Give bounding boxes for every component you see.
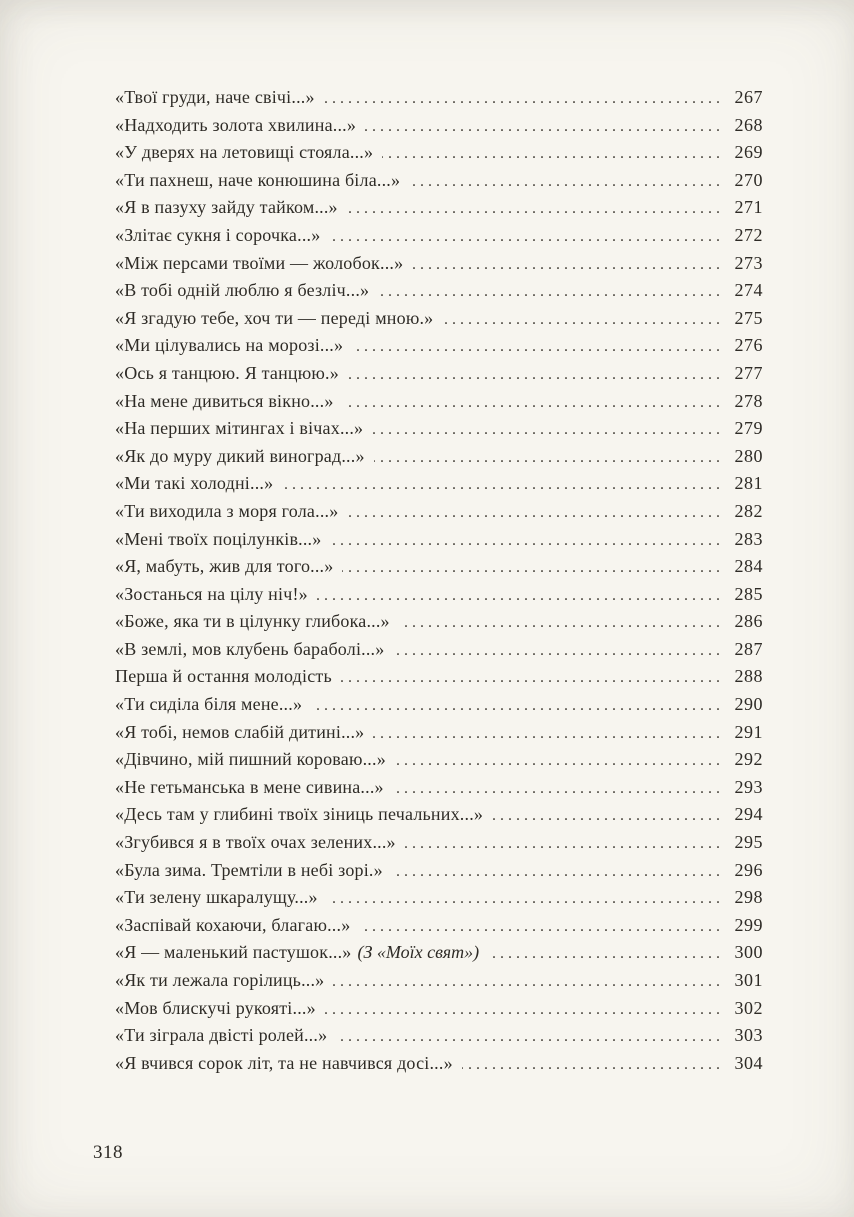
toc-entry: [115, 443, 763, 471]
toc-entry-title: «Ось я танцюю. Я танцюю.»: [115, 362, 339, 383]
dot-leader: [324, 85, 724, 113]
toc-entry: [115, 719, 763, 747]
toc-entry: [115, 691, 763, 719]
toc-entry-title: «У дверях на летовищі стояла...»: [115, 142, 374, 163]
toc-entry-page: 293: [734, 776, 763, 797]
dot-leader: [392, 858, 724, 886]
toc-entry-title: «В тобі одній люблю я безліч...»: [115, 280, 370, 301]
toc-entry: [115, 305, 763, 333]
toc-entry-title: «Була зима. Тремтіли в небі зорі.»: [115, 859, 383, 880]
dot-leader: [348, 361, 724, 389]
toc-entry: [115, 112, 763, 140]
toc-entry-title: «Дівчино, мій пишний короваю...»: [115, 749, 386, 770]
dot-leader: [395, 747, 724, 775]
dot-leader: [330, 527, 724, 555]
dot-leader: [341, 664, 724, 692]
toc-entry-page: 302: [734, 997, 763, 1018]
toc-entry: [115, 84, 763, 112]
toc-entry-title: «В землі, мов клубень бараболі...»: [115, 638, 385, 659]
toc-entry: [115, 912, 763, 940]
dot-leader: [325, 996, 724, 1024]
toc-entry-title: «Я, мабуть, жив для того...»: [115, 556, 334, 577]
dot-leader: [405, 830, 724, 858]
toc-entry-page: 299: [734, 914, 763, 935]
toc-entry: [115, 526, 763, 554]
toc-entry-page: 304: [734, 1052, 763, 1073]
toc-entry-title: Перша й остання молодість: [115, 666, 332, 687]
dot-leader: [393, 775, 724, 803]
toc-entry-page: 287: [734, 638, 763, 659]
toc-entry-title: «На перших мітингах і вічах...»: [115, 418, 364, 439]
toc-entry-page: 300: [734, 942, 763, 963]
toc-entry-title: «Ми такі холодні...»: [115, 473, 274, 494]
dot-leader: [343, 389, 724, 417]
toc-entry: [115, 139, 763, 167]
toc-entry-page: 276: [734, 335, 763, 356]
toc-entry: [115, 1022, 763, 1050]
toc-entry-page: 303: [734, 1025, 763, 1046]
toc-entry-title: «Я вчився сорок літ, та не навчився досі...»: [115, 1052, 453, 1073]
toc-entry-page: 290: [734, 694, 763, 715]
toc-entry-title: «Десь там у глибині твоїх зіниць печальних...»: [115, 804, 484, 825]
toc-entry: [115, 581, 763, 609]
dot-leader: [347, 195, 724, 223]
toc-entry-title: «Зостанься на цілу ніч!»: [115, 583, 308, 604]
page-number: 318: [93, 1142, 123, 1163]
dot-leader: [282, 471, 724, 499]
dot-leader: [374, 444, 724, 472]
toc-entry-page: 291: [734, 721, 763, 742]
toc-entry-page: 298: [734, 887, 763, 908]
toc-entry: [115, 1050, 763, 1078]
dot-leader: [382, 140, 724, 168]
toc-entry: [115, 829, 763, 857]
toc-entry-page: 301: [734, 970, 763, 990]
toc-entry-page: 268: [734, 114, 763, 135]
toc-entry-page: 278: [734, 390, 763, 411]
toc-entry-note: (З «Моїх свят»): [357, 942, 480, 963]
toc-entry-title: «Заспівай кохаючи, благаю...»: [115, 914, 351, 935]
toc-entry: [115, 360, 763, 388]
dot-leader: [412, 251, 724, 279]
toc-entry: [115, 663, 763, 691]
toc-entry-title: «Ми цілувались на морозі...»: [115, 335, 344, 356]
toc-entry-title: «Як до муру дикий виноград...»: [115, 445, 365, 466]
toc-entry: [115, 801, 763, 829]
toc-entry: [115, 277, 763, 305]
toc-entry-page: 280: [734, 445, 763, 466]
toc-entry-page: 283: [734, 528, 763, 549]
dot-leader: [393, 637, 724, 665]
dot-leader: [378, 278, 724, 306]
toc-entry-page: 270: [734, 169, 763, 190]
toc-entry: [115, 222, 763, 250]
toc-entry: [115, 608, 763, 636]
toc-entry-title: «Мов блискучі рукояті...»: [115, 997, 316, 1018]
toc-entry-page: 285: [734, 583, 763, 604]
toc-entry-title: «Ти сиділа біля мене...»: [115, 694, 303, 715]
toc-entry-page: 286: [734, 611, 763, 632]
toc-entry-title: «Злітає сукня і сорочка...»: [115, 224, 321, 245]
toc-entry: [115, 774, 763, 802]
toc-entry-page: 288: [734, 666, 763, 687]
toc-entry: [115, 388, 763, 416]
toc-entry-title: «Не гетьманська в мене сивина...»: [115, 776, 384, 797]
dot-leader: [317, 582, 724, 610]
toc-entry-title: «Згубився я в твоїх очах зелених...»: [115, 832, 396, 853]
toc-entry-title: «Мені твоїх поцілунків...»: [115, 528, 322, 549]
toc-entry: [115, 636, 763, 664]
dot-leader: [347, 499, 724, 527]
toc-entry: [115, 470, 763, 498]
dot-leader: [342, 554, 724, 582]
toc-entry: [115, 553, 763, 581]
toc-entry-page: 267: [734, 87, 763, 107]
toc-entry: [115, 939, 763, 967]
dot-leader: [336, 1023, 724, 1051]
toc-entry: [115, 498, 763, 526]
toc-entry: [115, 995, 763, 1023]
toc-entry-title: «Ти зелену шкаралущу...»: [115, 887, 318, 908]
toc-entry-title: «Я згадую тебе, хоч ти — переді мною.»: [115, 307, 434, 328]
toc-entry-page: 274: [734, 280, 763, 301]
dot-leader: [359, 913, 724, 941]
dot-leader: [399, 609, 724, 637]
dot-leader: [373, 720, 724, 748]
toc-entry-page: 279: [734, 418, 763, 439]
toc-entry-title: «Ти зіграла двісті ролей...»: [115, 1025, 328, 1046]
toc-entry-title: «Я — маленький пастушок...»: [115, 942, 352, 963]
dot-leader: [333, 968, 724, 996]
dot-leader: [372, 416, 724, 444]
toc-entry-page: 281: [734, 473, 763, 494]
toc-entry-title: «Ти пахнеш, наче конюшина біла...»: [115, 169, 401, 190]
toc-entry-page: 277: [734, 362, 763, 383]
toc-entry: [115, 167, 763, 195]
toc-entry-title: «Твої груди, наче свічі...»: [115, 87, 315, 107]
toc-entry-title: «Надходить золота хвилина...»: [115, 114, 357, 135]
toc-entry-title: «Між персами твоїми — жолобок...»: [115, 252, 404, 273]
toc-entry: [115, 194, 763, 222]
dot-leader: [365, 113, 724, 141]
toc-entry-page: 271: [734, 197, 763, 218]
dot-leader: [492, 802, 724, 830]
toc-entry-page: 294: [734, 804, 763, 825]
toc-entry-title: «На мене дивиться вікно...»: [115, 390, 334, 411]
toc-entry-title: «Я тобі, немов слабій дитині...»: [115, 721, 365, 742]
dot-leader: [442, 306, 724, 334]
dot-leader: [488, 940, 724, 968]
toc-entry-title: «Ти виходила з моря гола...»: [115, 500, 339, 521]
toc-entry-page: 292: [734, 749, 763, 770]
toc-entry: [115, 746, 763, 774]
table-of-contents: [115, 84, 763, 1077]
toc-entry-page: 284: [734, 556, 763, 577]
toc-entry: [115, 884, 763, 912]
toc-entry-page: 296: [734, 859, 763, 880]
dot-leader: [409, 168, 724, 196]
dot-leader: [462, 1051, 724, 1079]
toc-entry-page: 275: [734, 307, 763, 328]
toc-entry-page: 269: [734, 142, 763, 163]
toc-entry-title: «Я в пазуху зайду тайком...»: [115, 197, 338, 218]
toc-entry: [115, 250, 763, 278]
toc-entry-title: «Як ти лежала горілиць...»: [115, 970, 325, 990]
toc-entry: [115, 967, 763, 995]
toc-entry: [115, 332, 763, 360]
toc-entry-page: 295: [734, 832, 763, 853]
toc-entry-page: 282: [734, 500, 763, 521]
dot-leader: [311, 692, 724, 720]
dot-leader: [329, 223, 724, 251]
toc-entry-page: 273: [734, 252, 763, 273]
dot-leader: [352, 333, 724, 361]
dot-leader: [327, 885, 724, 913]
toc-entry-page: 272: [734, 224, 763, 245]
toc-entry-title: «Боже, яка ти в цілунку глибока...»: [115, 611, 390, 632]
toc-entry: [115, 857, 763, 885]
toc-entry: [115, 415, 763, 443]
